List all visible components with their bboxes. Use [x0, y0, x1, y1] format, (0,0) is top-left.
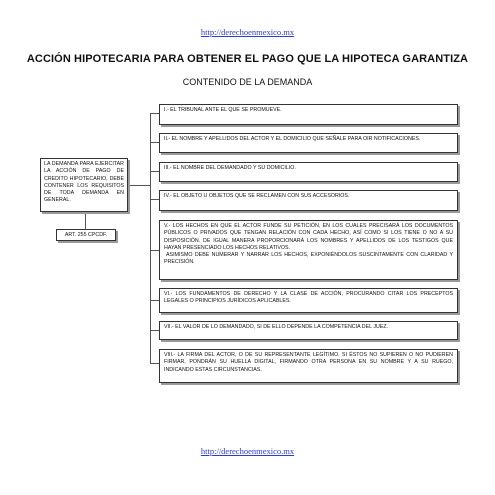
- connector-main-to-article: [85, 212, 86, 229]
- article-reference-box: ART. 255 CPCDF.: [56, 229, 116, 241]
- requirement-text: II.- EL NOMBRE Y APELLIDOS DEL ACTOR Y EL DOMICILIO QUE SEÑALE PARA OIR NOTIFICACIONES.: [164, 136, 421, 142]
- requirement-text: VIII.- LA FIRMA DEL ACTOR, O DE SU REPRESENTANTE LEGÍTIMO. SI ÉSTOS NO SUPIEREN O NO PUDIEREN FIRMAR, PONDRÁN SU HUELLA DIGITAL, FIRMANDO OTRA PERSONA EN SU NOMBRE Y A SU RUEGO, INDICANDO ESTAS CIRCUNSTANCIAS.: [164, 352, 453, 373]
- requirement-box-6: [159, 288, 458, 313]
- connector-branch-6: [150, 300, 159, 301]
- main-demand-box: LA DEMANDA PARA EJERCITAR LA ACCIÓN DE PAGO DE CREDITO HIPOTECARIO, DEBE CONTENER LOS REQUISITOS DE TODA DEMANDA EN GENERAL.: [40, 158, 128, 212]
- requirement-box-4: [159, 190, 458, 211]
- diagram-subtitle: CONTENIDO DE LA DEMANDA: [182, 77, 313, 87]
- requirement-box-2: [159, 133, 458, 153]
- connector-branch-5: [150, 250, 159, 251]
- connector-main-to-spine: [128, 185, 150, 186]
- requirement-text: VII.- EL VALOR DE LO DEMANDADO, SI DE ELLO DEPENDE LA COMPETENCIA DEL JUEZ.: [164, 324, 389, 330]
- footer-link[interactable]: http://derechoenmexico.mx: [200, 446, 295, 456]
- requirement-box-1: [159, 104, 458, 125]
- connector-branch-2: [150, 142, 159, 143]
- requirement-text: VI.- LOS FUNDAMENTOS DE DERECHO Y LA CLASE DE ACCIÓN, PROCURANDO CITAR LOS PRECEPTOS LEGALES O PRINCIPIOS JURÍDICOS APLICABLES.: [164, 291, 453, 305]
- connector-branch-7: [150, 330, 159, 331]
- requirement-text-continued: ASIMISMO DEBE NUMERAR Y NARRAR LOS HECHOS, EXPONIÉNDOLOS SUSCINTAMENTE CON CLARIDAD Y PRECISIÓN.: [164, 252, 453, 266]
- connector-spine: [150, 113, 151, 363]
- requirement-box-5: [159, 220, 458, 280]
- connector-branch-4: [150, 199, 159, 200]
- requirement-box-8: [159, 349, 458, 383]
- header-link[interactable]: http://derechoenmexico.mx: [200, 27, 295, 37]
- requirement-box-3: [159, 162, 458, 182]
- diagram-title: ACCIÓN HIPOTECARIA PARA OBTENER EL PAGO QUE LA HIPOTECA GARANTIZA: [26, 53, 469, 65]
- connector-branch-1: [150, 113, 159, 114]
- requirement-text: IV.- EL OBJETO U OBJETOS QUE SE RECLAMEN CON SUS ACCESORIOS.: [164, 193, 350, 199]
- requirement-text: V.- LOS HECHOS EN QUE EL ACTOR FUNDE SU PETICIÓN, EN LOS CUALES PRECISARÁ LOS DOCUMENTOS PÚBLICOS O PRIVADOS QUE TENGAN RELACIÓN CON CADA HECHO, ASÍ COMO SI LOS TIENE O NO A SU DISPOSICIÓN. DE IGUAL MANERA PROPORCIONARÁ LOS NOMBRES Y APELLIDOS DE LOS TESTIGOS QUE HAYAN PRESENCIADO LOS HECHOS RELATIVOS.: [164, 223, 453, 251]
- requirement-text: III.- EL NOMBRE DEL DEMANDADO Y SU DOMICILIO.: [164, 165, 296, 171]
- requirement-box-7: [159, 321, 458, 340]
- connector-branch-8: [150, 363, 159, 364]
- connector-branch-3: [150, 171, 159, 172]
- requirement-text: I.- EL TRIBUNAL ANTE EL QUE SE PROMUEVE.: [164, 107, 282, 113]
